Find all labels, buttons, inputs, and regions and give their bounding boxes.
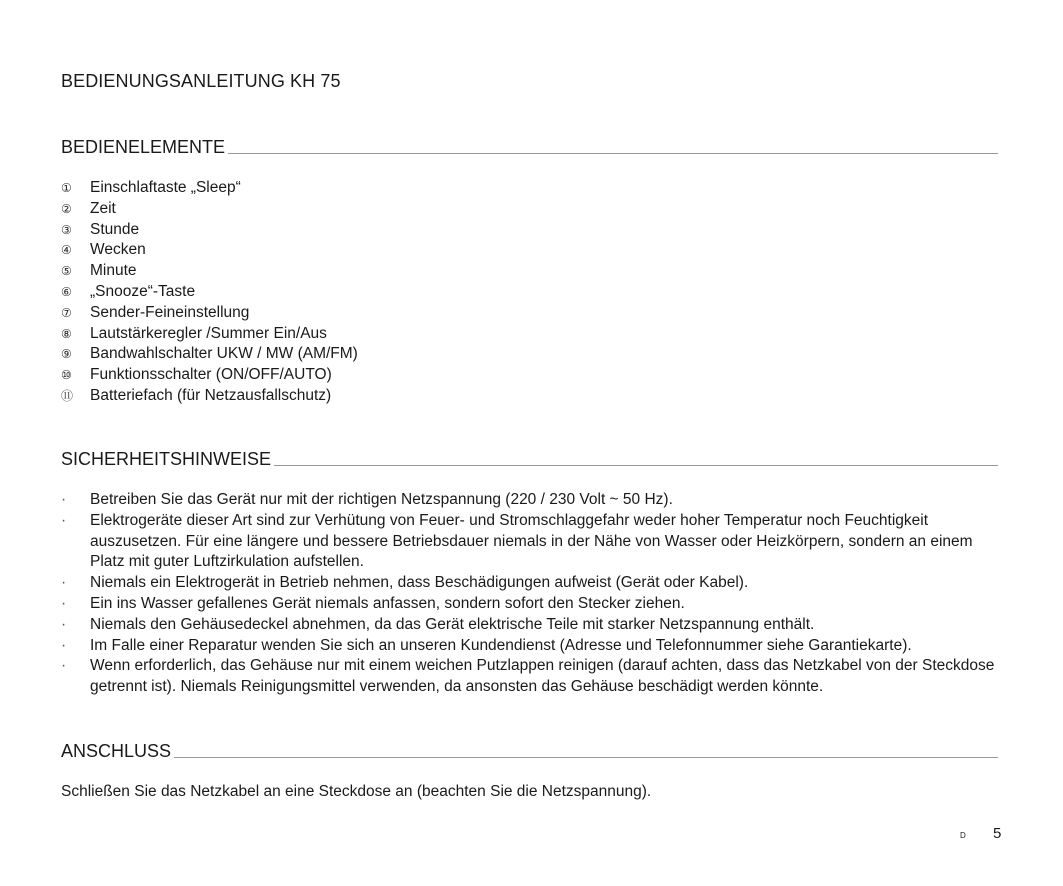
list-item: [61, 261, 1003, 282]
bullet: ·: [61, 615, 67, 633]
item-number: ①: [61, 181, 72, 195]
list-item: [61, 324, 1003, 345]
list-item: [61, 511, 1003, 573]
item-label: Stunde: [90, 220, 140, 238]
list-item: [61, 490, 1003, 511]
bullet: ·: [61, 511, 67, 529]
item-text: Im Falle einer Reparatur wenden Sie sich an unseren Kundendienst (Adresse und Telefonnummer siehe Garantiekarte).: [90, 636, 912, 654]
controls-heading-text: BEDIENELEMENTE: [61, 137, 226, 157]
list-item: [61, 303, 1003, 324]
connection-text: Schließen Sie das Netzkabel an eine Steckdose an (beachten Sie die Netzspannung).: [61, 783, 652, 800]
list-item: [61, 386, 1003, 407]
item-number: ②: [61, 201, 72, 216]
list-item: [61, 594, 1003, 615]
bullet: ·: [61, 636, 67, 654]
list-item: [61, 240, 1003, 261]
item-label: Zeit: [90, 199, 116, 217]
safety-list: [61, 490, 1003, 698]
item-number: ③: [61, 222, 72, 237]
item-label: Lautstärkeregler /Summer Ein/Aus: [90, 324, 327, 342]
language-marker: D: [960, 831, 966, 840]
connection-heading-text: ANSCHLUSS: [61, 741, 172, 761]
item-label: Einschlaftaste „Sleep“: [90, 179, 241, 196]
item-label: Minute: [90, 262, 137, 280]
list-item: [61, 199, 1003, 220]
controls-list: [61, 178, 1003, 407]
connection-heading: [61, 738, 998, 760]
item-number: ⑥: [61, 284, 72, 299]
item-number: ⑪: [61, 388, 74, 403]
connection-heading-rule: [174, 757, 998, 758]
list-item: [61, 220, 1003, 241]
item-label: Sender-Feineinstellung: [90, 303, 250, 321]
item-text: Niemals den Gehäusedeckel abnehmen, da das Gerät elektrische Teile mit starker Netzspannung enthält.: [90, 615, 815, 633]
item-label: Batteriefach (für Netzausfallschutz): [90, 386, 332, 404]
item-label: Funktionsschalter (ON/OFF/AUTO): [90, 366, 332, 384]
safety-heading-rule: [274, 465, 998, 466]
document-title: BEDIENUNGSANLEITUNG KH 75: [61, 71, 341, 91]
item-label: Bandwahlschalter UKW / MW (AM/FM): [90, 345, 358, 363]
page-number: 5: [993, 825, 1002, 842]
item-label: „Snooze“-Taste: [90, 282, 196, 300]
item-text: Betreiben Sie das Gerät nur mit der richtigen Netzspannung (220 / 230 Volt ~ 50 Hz).: [90, 491, 673, 508]
controls-heading: [61, 134, 998, 156]
list-item: [61, 344, 1003, 365]
list-item: [61, 636, 1003, 657]
list-item: [61, 656, 1003, 698]
bullet: ·: [61, 657, 67, 675]
item-label: Wecken: [90, 241, 146, 259]
list-item: [61, 178, 1003, 199]
item-number: ⑩: [61, 368, 72, 383]
item-text: Elektrogeräte dieser Art sind zur Verhütung von Feuer- und Stromschlaggefahr weder hoher Temperatur noch Feuchtigkeit auszusetzen. Für eine längere und bessere Betriebsdauer niemals in der Nähe von Wasser oder Heizkörpern, sondern an einem Platz mit guter Luftzirkulation aufstellen.: [90, 511, 973, 571]
item-number: ⑤: [61, 264, 72, 279]
item-text: Niemals ein Elektrogerät in Betrieb nehmen, dass Beschädigungen aufweist (Gerät oder Kabel).: [90, 574, 749, 592]
safety-heading: [61, 446, 998, 468]
bullet: ·: [61, 491, 67, 508]
bullet: ·: [61, 574, 67, 592]
item-text: Ein ins Wasser gefallenes Gerät niemals anfassen, sondern sofort den Stecker ziehen.: [90, 594, 685, 612]
bullet: ·: [61, 594, 67, 612]
item-text: Wenn erforderlich, das Gehäuse nur mit einem weichen Putzlappen reinigen (darauf achten, dass das Netzkabel von der Steckdose getrennt ist). Niemals Reinigungsmittel verwenden, da ansonsten das Gehäuse beschädigt werden könnte.: [90, 657, 995, 696]
list-item: [61, 365, 1003, 386]
item-number: ④: [61, 243, 72, 258]
list-item: [61, 573, 1003, 594]
list-item: [61, 282, 1003, 303]
controls-heading-rule: [228, 153, 998, 154]
item-number: ⑨: [61, 347, 72, 362]
list-item: [61, 615, 1003, 636]
safety-heading-text: SICHERHEITSHINWEISE: [61, 449, 272, 469]
item-number: ⑦: [61, 305, 72, 320]
item-number: ⑧: [61, 326, 72, 341]
